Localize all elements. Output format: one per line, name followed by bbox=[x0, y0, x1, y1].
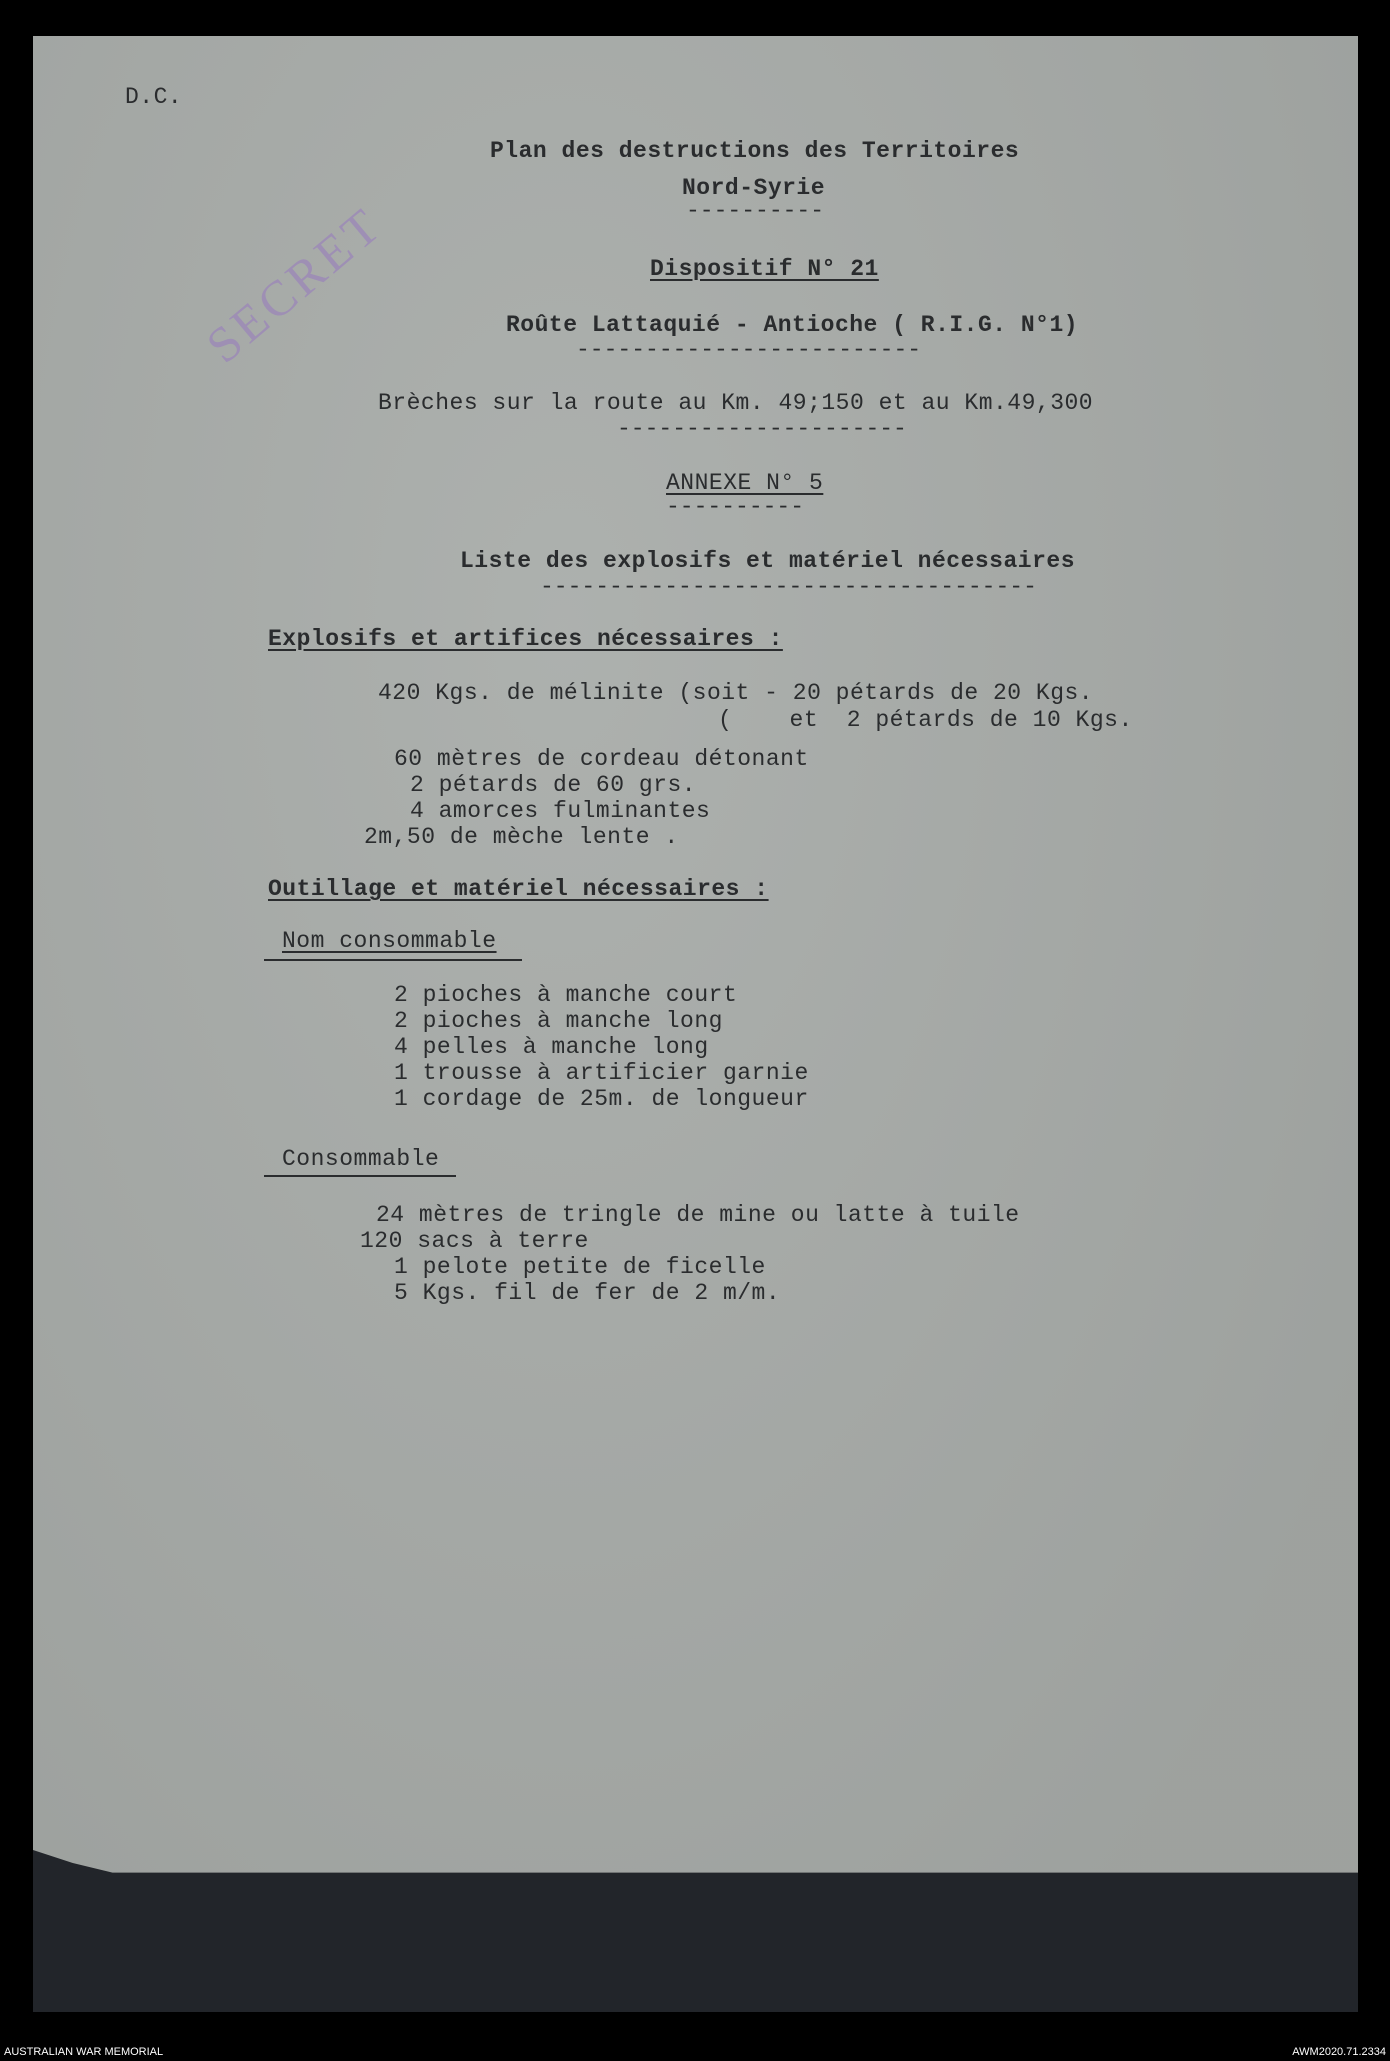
list-item: ( et 2 pétards de 10 Kgs. bbox=[718, 707, 1133, 733]
list-item: 4 pelles à manche long bbox=[394, 1034, 709, 1060]
list-item: 2m,50 de mèche lente . bbox=[364, 824, 679, 850]
list-item: 2 pétards de 60 grs. bbox=[410, 772, 697, 798]
underline-rule bbox=[264, 959, 522, 961]
breches-line: Brèches sur la route au Km. 49;150 et au Km.49,300 bbox=[378, 390, 1094, 416]
divider: ------------------------- bbox=[576, 337, 922, 363]
archive-name: AUSTRALIAN WAR MEMORIAL bbox=[4, 2046, 164, 2058]
list-item: 4 amorces fulminantes bbox=[410, 798, 711, 824]
list-item: 2 pioches à manche court bbox=[394, 982, 738, 1008]
list-item: 24 mètres de tringle de mine ou latte à tuile bbox=[376, 1202, 1020, 1228]
list-item: 2 pioches à manche long bbox=[394, 1008, 723, 1034]
secret-stamp: SECRET bbox=[195, 195, 393, 374]
list-title: Liste des explosifs et matériel nécessaires bbox=[460, 548, 1075, 574]
divider: ---------- bbox=[686, 198, 825, 224]
dispositif-heading: Dispositif N° 21 bbox=[650, 256, 879, 282]
list-item: 60 mètres de cordeau détonant bbox=[394, 746, 809, 772]
backing-sheet bbox=[33, 1850, 1358, 2012]
list-item: 1 cordage de 25m. de longueur bbox=[394, 1086, 809, 1112]
consommable-heading: Consommable bbox=[282, 1146, 440, 1172]
annexe-heading: ANNEXE N° 5 bbox=[666, 470, 824, 496]
divider: --------------------- bbox=[617, 416, 907, 442]
route-heading: Roûte Lattaquié - Antioche ( R.I.G. N°1) bbox=[506, 312, 1079, 338]
initials: D.C. bbox=[125, 84, 183, 110]
list-item: 1 pelote petite de ficelle bbox=[394, 1254, 766, 1280]
document-subtitle: Nord-Syrie bbox=[682, 175, 826, 201]
list-item: 120 sacs à terre bbox=[360, 1228, 589, 1254]
list-item: 5 Kgs. fil de fer de 2 m/m. bbox=[394, 1280, 781, 1306]
archive-reference: AWM2020.71.2334 bbox=[1292, 2046, 1386, 2058]
underline-rule bbox=[264, 1175, 456, 1177]
outillage-heading: Outillage et matériel nécessaires : bbox=[268, 876, 769, 902]
divider: ---------- bbox=[666, 494, 805, 520]
archive-footer bbox=[0, 2044, 1390, 2061]
document-title: Plan des destructions des Territoires bbox=[490, 138, 1020, 164]
list-item: 420 Kgs. de mélinite (soit - 20 pétards de 20 Kgs. bbox=[378, 680, 1094, 706]
non-consommable-heading: Nom consommable bbox=[282, 928, 497, 954]
divider: ------------------------------------ bbox=[540, 574, 1037, 600]
list-item: 1 trousse à artificier garnie bbox=[394, 1060, 809, 1086]
explosifs-heading: Explosifs et artifices nécessaires : bbox=[268, 626, 783, 652]
